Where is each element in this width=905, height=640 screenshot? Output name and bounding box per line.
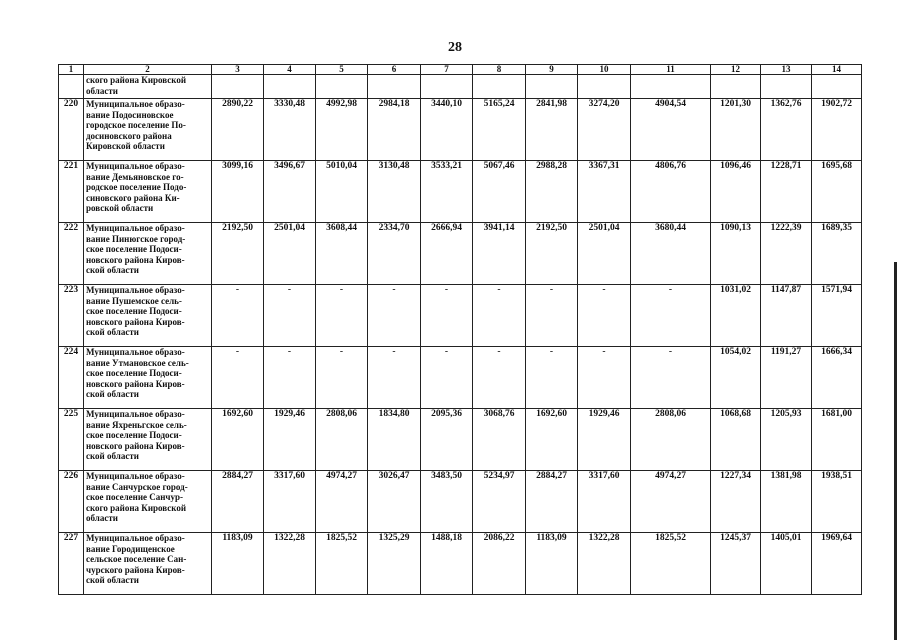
column-header: 13 xyxy=(761,65,812,75)
value-cell: 2988,28 xyxy=(526,161,578,223)
column-header: 12 xyxy=(711,65,761,75)
municipality-name: Муниципальное образо- вание Утмановское сель- ское поселение Подоси- новского района Киров- ской области xyxy=(84,347,212,409)
page-number: 28 xyxy=(448,40,462,55)
value-cell: - xyxy=(264,285,316,347)
row-number: 227 xyxy=(59,533,84,595)
value-cell: - xyxy=(264,347,316,409)
column-header: 7 xyxy=(421,65,473,75)
value-cell: 3130,48 xyxy=(368,161,421,223)
table-header-row xyxy=(59,65,862,75)
value-cell: 2884,27 xyxy=(526,471,578,533)
municipality-name: Муниципальное образо- вание Демьяновское го- родское поселение Подо- синовского района Ки- ровской области xyxy=(84,161,212,223)
value-cell: 1090,13 xyxy=(711,223,761,285)
municipality-name: Муниципальное образо- вание Яхреньгское сель- ское поселение Подоси- новского района Киров- ской области xyxy=(84,409,212,471)
value-cell: 4974,27 xyxy=(631,471,711,533)
value-cell: 1834,80 xyxy=(368,409,421,471)
value-cell: 1183,09 xyxy=(212,533,264,595)
column-header: 5 xyxy=(316,65,368,75)
value-cell: 5067,46 xyxy=(473,161,526,223)
value-cell: 1191,27 xyxy=(761,347,812,409)
value-cell: 1068,68 xyxy=(711,409,761,471)
column-header: 4 xyxy=(264,65,316,75)
value-cell: 2086,22 xyxy=(473,533,526,595)
value-cell: 3533,21 xyxy=(421,161,473,223)
value-cell: 5234,97 xyxy=(473,471,526,533)
value-cell: 1689,35 xyxy=(812,223,862,285)
column-header: 8 xyxy=(473,65,526,75)
municipality-name: Муниципальное образо- вание Пинюгское город- ское поселение Подоси- новского района Киров- ской области xyxy=(84,223,212,285)
value-cell: 2095,36 xyxy=(421,409,473,471)
value-cell: - xyxy=(631,347,711,409)
value-cell: 1969,64 xyxy=(812,533,862,595)
value-cell: - xyxy=(578,347,631,409)
value-cell xyxy=(631,75,711,99)
value-cell: 1325,29 xyxy=(368,533,421,595)
value-cell: - xyxy=(421,285,473,347)
value-cell xyxy=(473,75,526,99)
value-cell: 1322,28 xyxy=(578,533,631,595)
row-number: 222 xyxy=(59,223,84,285)
column-header: 2 xyxy=(84,65,212,75)
value-cell: 1183,09 xyxy=(526,533,578,595)
value-cell: - xyxy=(526,347,578,409)
value-cell: 1405,01 xyxy=(761,533,812,595)
row-number xyxy=(59,75,84,99)
value-cell: 1695,68 xyxy=(812,161,862,223)
table-row xyxy=(59,285,862,347)
value-cell: 3608,44 xyxy=(316,223,368,285)
row-number: 223 xyxy=(59,285,84,347)
value-cell: 1205,93 xyxy=(761,409,812,471)
value-cell: - xyxy=(316,347,368,409)
value-cell: 2808,06 xyxy=(316,409,368,471)
municipality-name: ского района Кировской области xyxy=(84,75,212,99)
value-cell xyxy=(578,75,631,99)
value-cell: 3367,31 xyxy=(578,161,631,223)
value-cell: 1681,00 xyxy=(812,409,862,471)
municipality-name: Муниципальное образо- вание Санчурское город- ское поселение Санчур- ского района Кировской области xyxy=(84,471,212,533)
value-cell: 1381,98 xyxy=(761,471,812,533)
value-cell: 3317,60 xyxy=(578,471,631,533)
municipality-name: Муниципальное образо- вание Подосиновское городское поселение По- досиновского района Кировской области xyxy=(84,99,212,161)
value-cell: 1222,39 xyxy=(761,223,812,285)
value-cell: 1825,52 xyxy=(631,533,711,595)
value-cell xyxy=(421,75,473,99)
value-cell: 1692,60 xyxy=(212,409,264,471)
value-cell: - xyxy=(578,285,631,347)
value-cell: 2192,50 xyxy=(526,223,578,285)
value-cell: - xyxy=(316,285,368,347)
value-cell: - xyxy=(473,285,526,347)
value-cell xyxy=(711,75,761,99)
row-number: 225 xyxy=(59,409,84,471)
value-cell: 3440,10 xyxy=(421,99,473,161)
value-cell: - xyxy=(631,285,711,347)
column-header: 11 xyxy=(631,65,711,75)
column-header: 9 xyxy=(526,65,578,75)
value-cell: 3099,16 xyxy=(212,161,264,223)
value-cell xyxy=(264,75,316,99)
value-cell: 3496,67 xyxy=(264,161,316,223)
value-cell: 3068,76 xyxy=(473,409,526,471)
value-cell: 2666,94 xyxy=(421,223,473,285)
column-header: 14 xyxy=(812,65,862,75)
value-cell: 2501,04 xyxy=(578,223,631,285)
value-cell: 1228,71 xyxy=(761,161,812,223)
table-row xyxy=(59,99,862,161)
value-cell: 3026,47 xyxy=(368,471,421,533)
value-cell: 1245,37 xyxy=(711,533,761,595)
value-cell: 1147,87 xyxy=(761,285,812,347)
value-cell: 4806,76 xyxy=(631,161,711,223)
value-cell: - xyxy=(473,347,526,409)
value-cell xyxy=(761,75,812,99)
value-cell: 4974,27 xyxy=(316,471,368,533)
value-cell: 1096,46 xyxy=(711,161,761,223)
value-cell: 2890,22 xyxy=(212,99,264,161)
value-cell: - xyxy=(212,347,264,409)
value-cell: 1227,34 xyxy=(711,471,761,533)
value-cell xyxy=(812,75,862,99)
table-row xyxy=(59,161,862,223)
value-cell: 2501,04 xyxy=(264,223,316,285)
row-number: 220 xyxy=(59,99,84,161)
data-table xyxy=(58,64,862,595)
value-cell: 1666,34 xyxy=(812,347,862,409)
value-cell: 1929,46 xyxy=(264,409,316,471)
value-cell: 1031,02 xyxy=(711,285,761,347)
value-cell: 1488,18 xyxy=(421,533,473,595)
value-cell: 4992,98 xyxy=(316,99,368,161)
value-cell: 3274,20 xyxy=(578,99,631,161)
value-cell xyxy=(368,75,421,99)
table-row xyxy=(59,471,862,533)
value-cell: 1362,76 xyxy=(761,99,812,161)
value-cell: 2334,70 xyxy=(368,223,421,285)
value-cell: 1571,94 xyxy=(812,285,862,347)
value-cell: - xyxy=(368,347,421,409)
value-cell: 1929,46 xyxy=(578,409,631,471)
value-cell: 4904,54 xyxy=(631,99,711,161)
table-row xyxy=(59,533,862,595)
value-cell: 3483,50 xyxy=(421,471,473,533)
value-cell: 5010,04 xyxy=(316,161,368,223)
value-cell: 3941,14 xyxy=(473,223,526,285)
column-header: 6 xyxy=(368,65,421,75)
value-cell: 2841,98 xyxy=(526,99,578,161)
value-cell: 1902,72 xyxy=(812,99,862,161)
value-cell: 2808,06 xyxy=(631,409,711,471)
value-cell xyxy=(526,75,578,99)
table-row xyxy=(59,223,862,285)
value-cell: 1692,60 xyxy=(526,409,578,471)
value-cell: - xyxy=(368,285,421,347)
value-cell: 1322,28 xyxy=(264,533,316,595)
value-cell: 1201,30 xyxy=(711,99,761,161)
value-cell xyxy=(316,75,368,99)
value-cell xyxy=(212,75,264,99)
row-number: 226 xyxy=(59,471,84,533)
row-number: 221 xyxy=(59,161,84,223)
scan-edge-line xyxy=(894,262,897,640)
municipality-name: Муниципальное образо- вание Пушемское сель- ское поселение Подоси- новского района Киров- ской области xyxy=(84,285,212,347)
value-cell: - xyxy=(526,285,578,347)
municipality-name: Муниципальное образо- вание Городищенское сельское поселение Сан- чурского района Киров- ской области xyxy=(84,533,212,595)
value-cell: 1938,51 xyxy=(812,471,862,533)
column-header: 1 xyxy=(59,65,84,75)
column-header: 10 xyxy=(578,65,631,75)
value-cell: 1054,02 xyxy=(711,347,761,409)
value-cell: 1825,52 xyxy=(316,533,368,595)
column-header: 3 xyxy=(212,65,264,75)
value-cell: 5165,24 xyxy=(473,99,526,161)
value-cell: 3680,44 xyxy=(631,223,711,285)
table-row xyxy=(59,347,862,409)
value-cell: 3317,60 xyxy=(264,471,316,533)
value-cell: 2192,50 xyxy=(212,223,264,285)
table-row xyxy=(59,75,862,99)
row-number: 224 xyxy=(59,347,84,409)
value-cell: 2884,27 xyxy=(212,471,264,533)
value-cell: - xyxy=(212,285,264,347)
value-cell: 3330,48 xyxy=(264,99,316,161)
value-cell: - xyxy=(421,347,473,409)
table-row xyxy=(59,409,862,471)
value-cell: 2984,18 xyxy=(368,99,421,161)
